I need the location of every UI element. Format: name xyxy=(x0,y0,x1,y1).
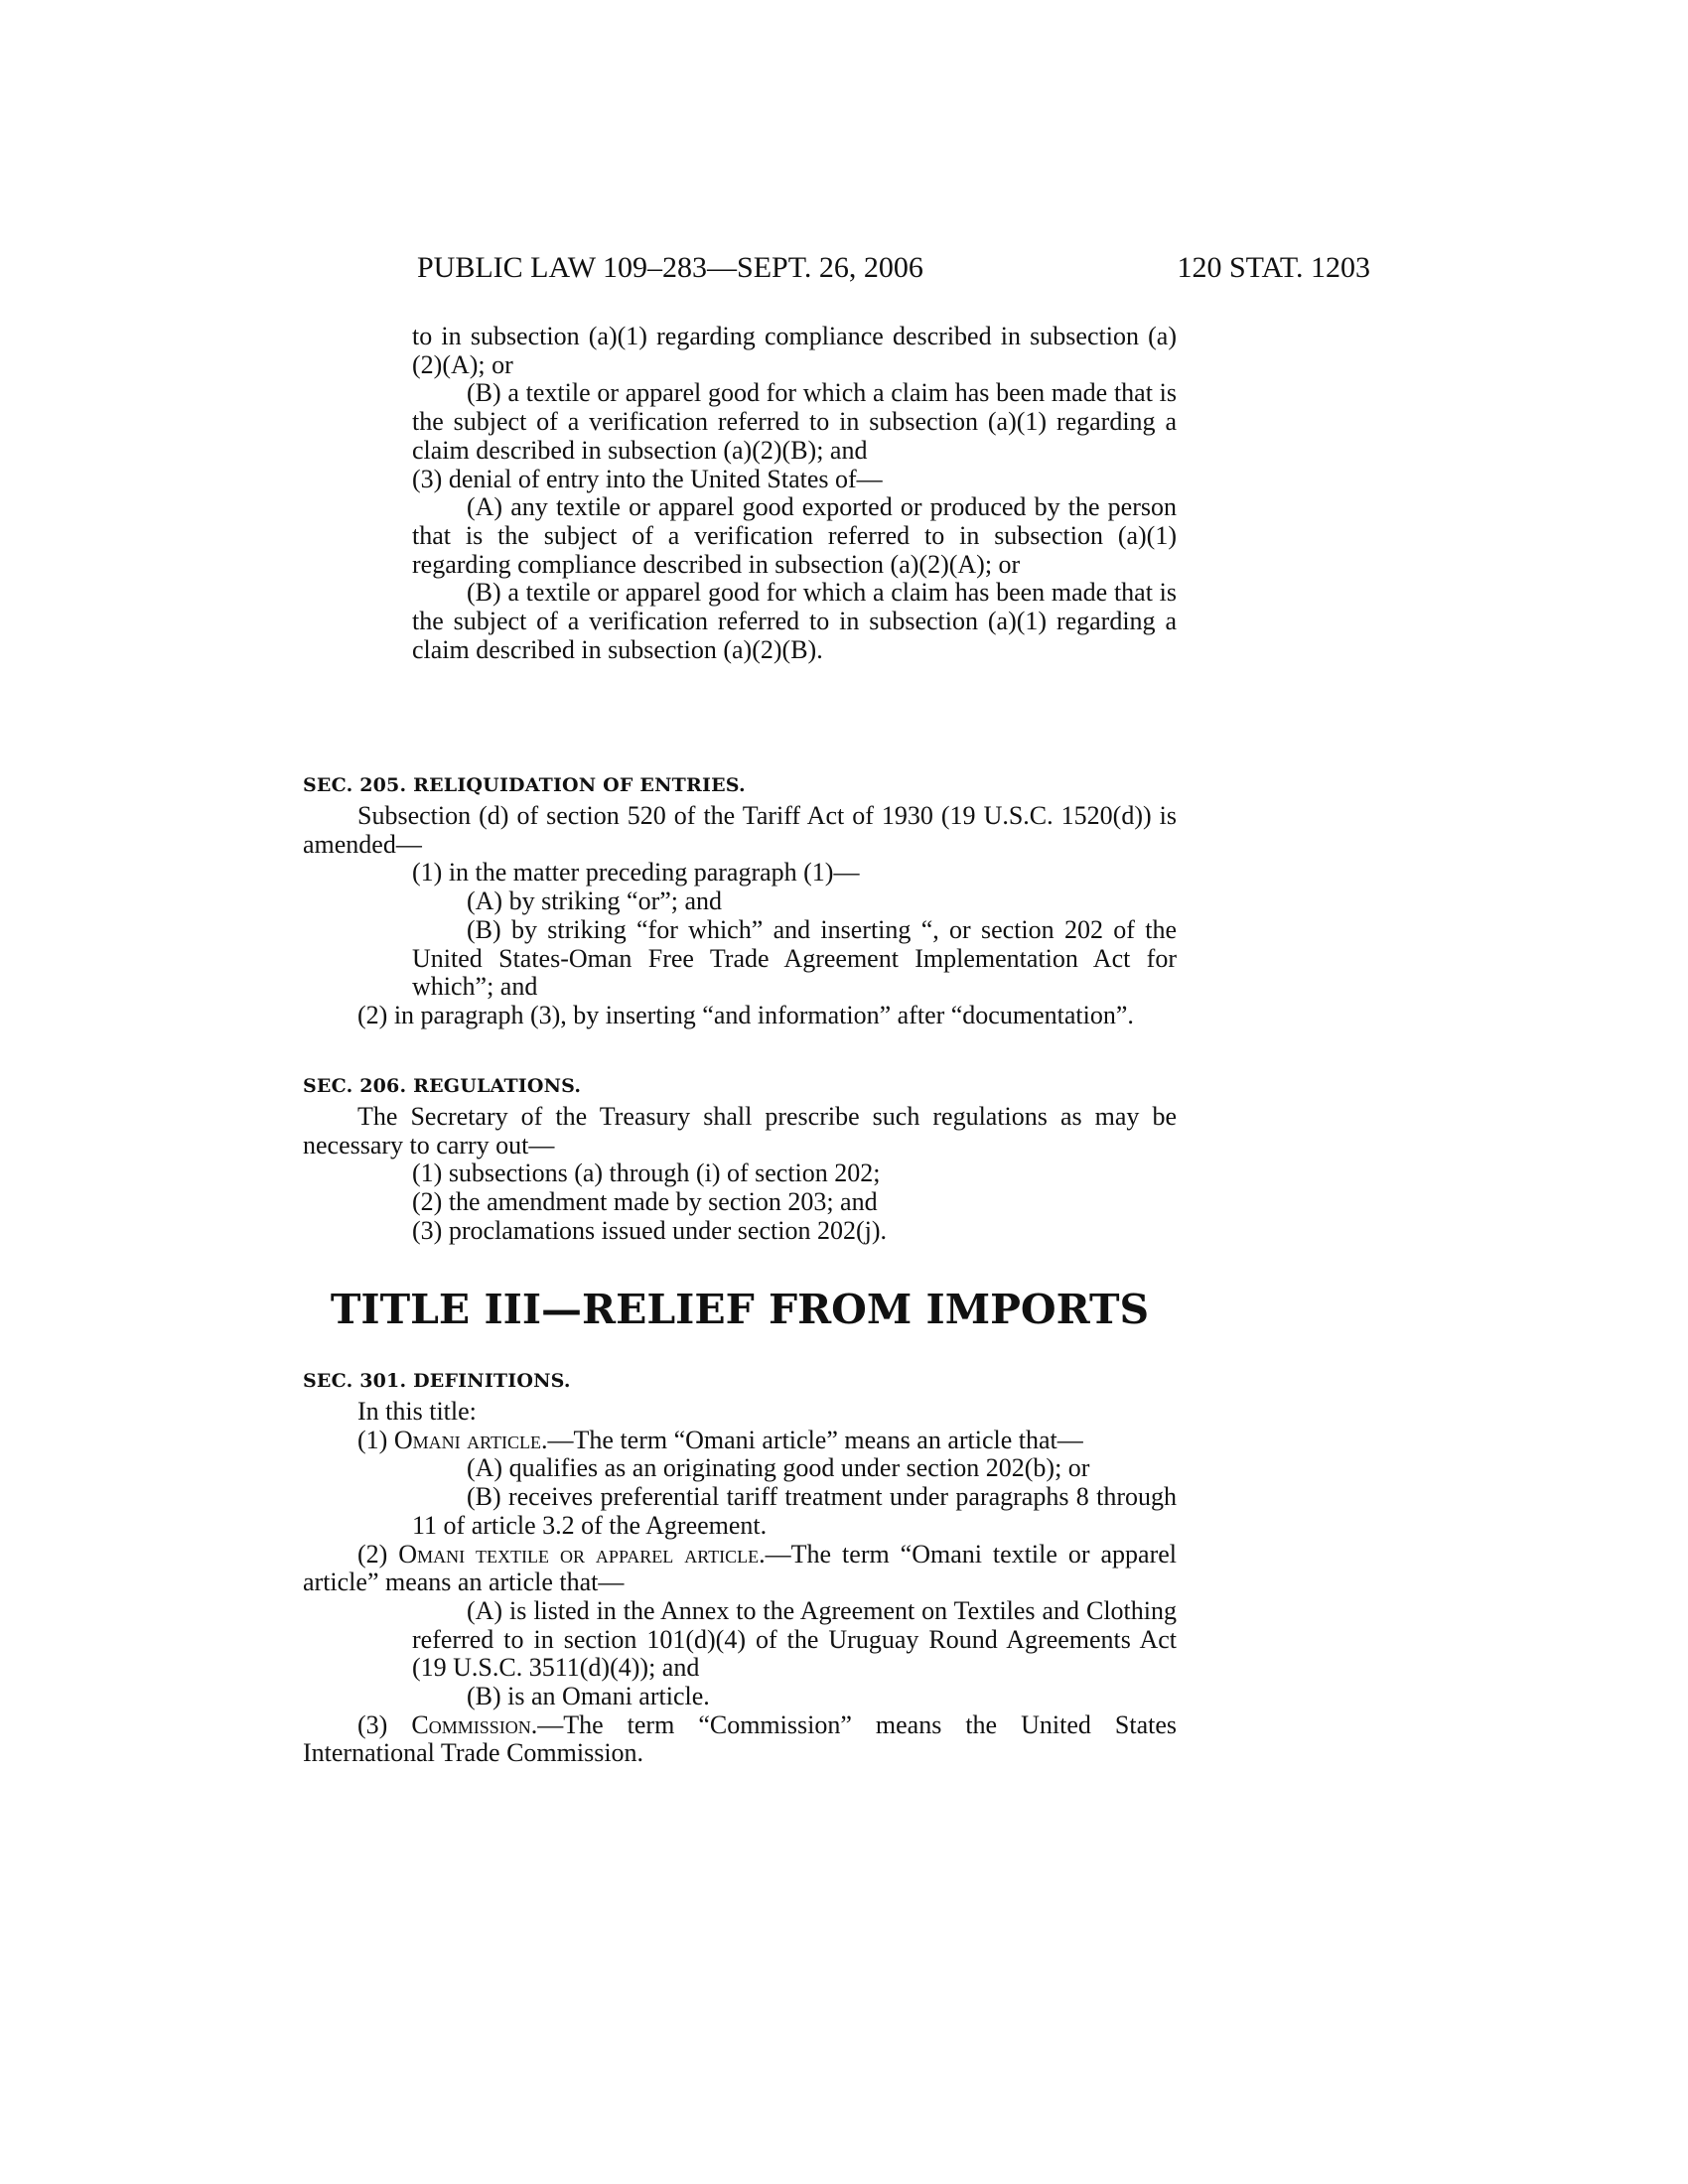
continued-provisions xyxy=(303,323,1177,664)
page-header xyxy=(417,248,1370,288)
section-heading-205: SEC. 205. RELIQUIDATION OF ENTRIES. xyxy=(303,774,746,796)
paragraph: (A) is listed in the Annex to the Agreement on Textiles and Clothing referred to in section 101(d)(4) of the Uruguay Round Agreements Act (19 U.S.C. 3511(d)(4)); and xyxy=(412,1595,1177,1683)
title-heading: TITLE III—RELIEF FROM IMPORTS xyxy=(330,1286,1150,1333)
paragraph: (3) proclamations issued under section 202(j). xyxy=(412,1215,887,1245)
paragraph: (B) is an Omani article. xyxy=(467,1682,710,1711)
def-number: (1) xyxy=(357,1425,388,1454)
section-heading-301: SEC. 301. DEFINITIONS. xyxy=(303,1370,571,1392)
paragraph: (A) any textile or apparel good exported or produced by the person that is the subject of a verification referred to in subsection (a)(1) regarding compliance described in subsection (a)(2)(A); or xyxy=(412,492,1177,579)
paragraph: to in subsection (a)(1) regarding compliance described in subsection (a)(2)(A); or xyxy=(412,322,1177,379)
paragraph: (B) a textile or apparel good for which a claim has been made that is the subject of a verification referred to in subsection (a)(1) regarding a claim described in subsection (a)(2)(B). xyxy=(412,578,1177,664)
defined-term: Omani textile or apparel article xyxy=(398,1539,760,1569)
defined-term: Commission xyxy=(411,1709,531,1739)
running-head: PUBLIC LAW 109–283—SEPT. 26, 2006 xyxy=(417,251,923,284)
def-number: (2) xyxy=(357,1539,388,1569)
page-number: 120 STAT. 1203 xyxy=(1177,251,1370,284)
definition-omani-article xyxy=(303,1427,1177,1455)
definition-omani-textile xyxy=(303,1541,1177,1597)
section-206-body xyxy=(303,1103,1177,1246)
paragraph: (2) in paragraph (3), by inserting “and information” after “documentation”. xyxy=(357,1000,1134,1029)
paragraph: (3) denial of entry into the United States of— xyxy=(412,464,883,493)
def-text: .—The term “Omani textile or apparel article” means an article that— xyxy=(303,1539,1177,1597)
def-text: .—The term “Omani article” means an article that— xyxy=(541,1425,1083,1454)
paragraph: (A) qualifies as an originating good under section 202(b); or xyxy=(467,1453,1090,1483)
def-number: (3) xyxy=(357,1709,388,1739)
section-301-body xyxy=(303,1398,1177,1768)
paragraph: (B) by striking “for which” and inserting “, or section 202 of the United States-Oman Free Trade Agreement Implementation Act for which”; and xyxy=(412,914,1177,1002)
paragraph: (B) a textile or apparel good for which a claim has been made that is the subject of a verification referred to in subsection (a)(1) regarding a claim described in subsection (a)(2)(B); and xyxy=(412,378,1177,465)
def-text: .—The term “Commission” means the United States International Trade Commission. xyxy=(303,1709,1178,1768)
section-heading-206: SEC. 206. REGULATIONS. xyxy=(303,1075,582,1097)
paragraph: In this title: xyxy=(357,1397,477,1426)
paragraph: Subsection (d) of section 520 of the Tariff Act of 1930 (19 U.S.C. 1520(d)) is amended— xyxy=(303,801,1177,859)
paragraph: (A) by striking “or”; and xyxy=(467,887,723,916)
paragraph: (B) receives preferential tariff treatment under paragraphs 8 through 11 of article 3.2 of the Agreement. xyxy=(412,1482,1177,1540)
paragraph: (1) in the matter preceding paragraph (1)— xyxy=(412,858,860,887)
section-205-body xyxy=(303,802,1177,1030)
paragraph: (1) subsections (a) through (i) of section 202; xyxy=(412,1159,881,1188)
paragraph: (2) the amendment made by section 203; and xyxy=(412,1187,878,1217)
paragraph: The Secretary of the Treasury shall prescribe such regulations as may be necessary to carry out— xyxy=(303,1102,1177,1160)
definition-commission xyxy=(303,1711,1177,1768)
defined-term: Omani article xyxy=(393,1425,542,1454)
